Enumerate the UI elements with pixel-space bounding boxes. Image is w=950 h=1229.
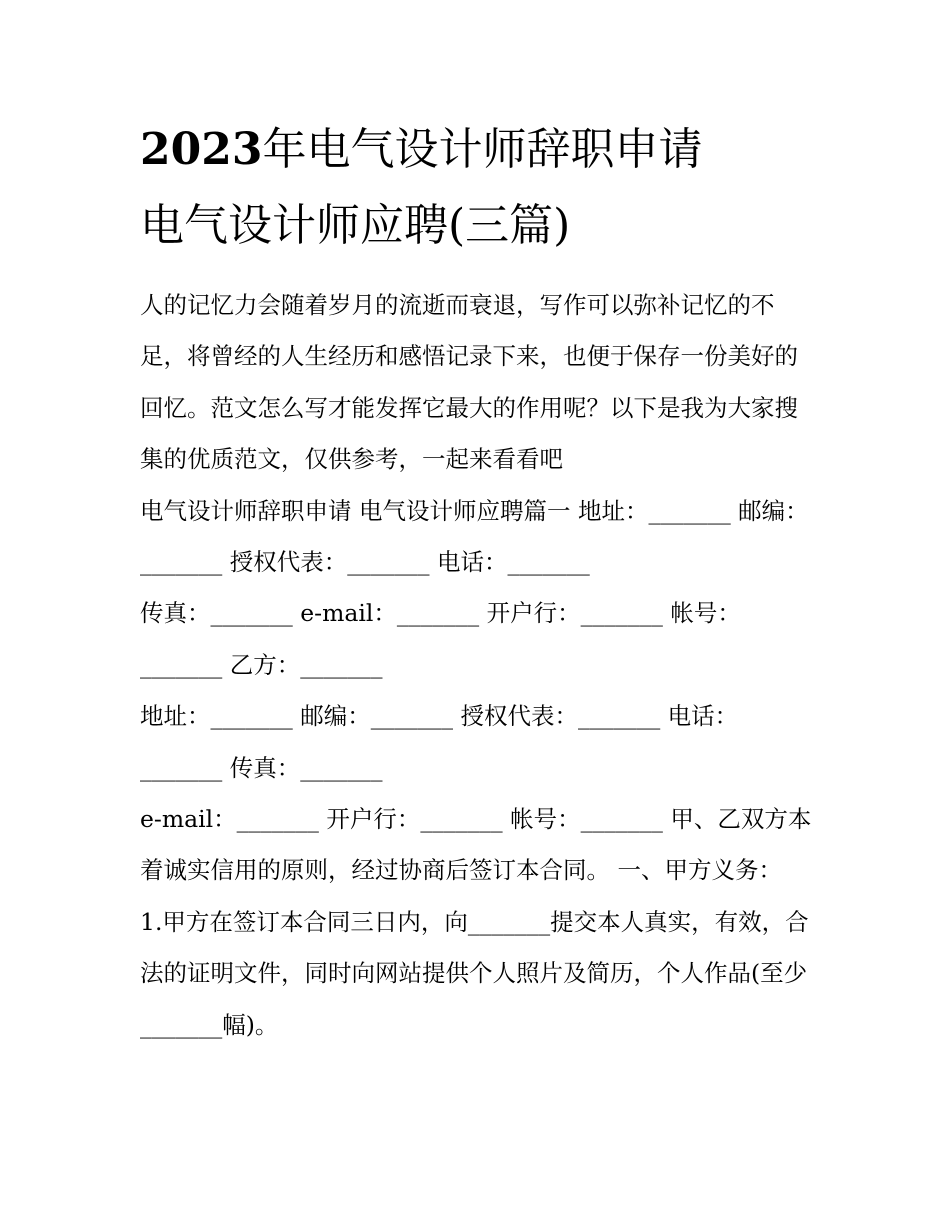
document-title-line-1 (140, 110, 830, 190)
title-year: 2023 (140, 124, 263, 175)
paragraph-party-b-address: 地址：_______ 邮编：_______ 授权代表：_______ 电话：_______ 传真：_______ (140, 702, 739, 782)
paragraph-party-a-fax: 传真：_______ e-mail：_______ 开户行：_______ 帐号：_______ 乙方：_______ (140, 599, 741, 679)
document-body (140, 280, 820, 1051)
intro-paragraph: 人的记忆力会随着岁月的流逝而衰退，写作可以弥补记忆的不足，将曾经的人生经历和感悟记录下来，也便于保存一份美好的回忆。范文怎么写才能发挥它最大的作用呢？以下是我为大家搜集的优质范文，仅供参考，一起来看看吧 (140, 291, 798, 474)
document-title-line-2: 电气设计师应聘(三篇) (140, 200, 571, 251)
title-line-1-text: 年电气设计师辞职申请 (262, 124, 703, 175)
paragraph-party-a-address: 电气设计师辞职申请 电气设计师应聘篇一 地址：_______ 邮编：_______ 授权代表：_______ 电话：_______ (140, 496, 809, 577)
paragraph-party-b-email: e-mail：_______ 开户行：_______ 帐号：_______ 甲、乙双方本着诚实信用的原则，经过协商后签订本合同。 一、甲方义务： (140, 805, 812, 885)
paragraph-obligation-1: 1.甲方在签订本合同三日内，向_______提交本人真实，有效，合法的证明文件，同时向网站提供个人照片及简历，个人作品(至少_______幅)。 (140, 907, 809, 1039)
